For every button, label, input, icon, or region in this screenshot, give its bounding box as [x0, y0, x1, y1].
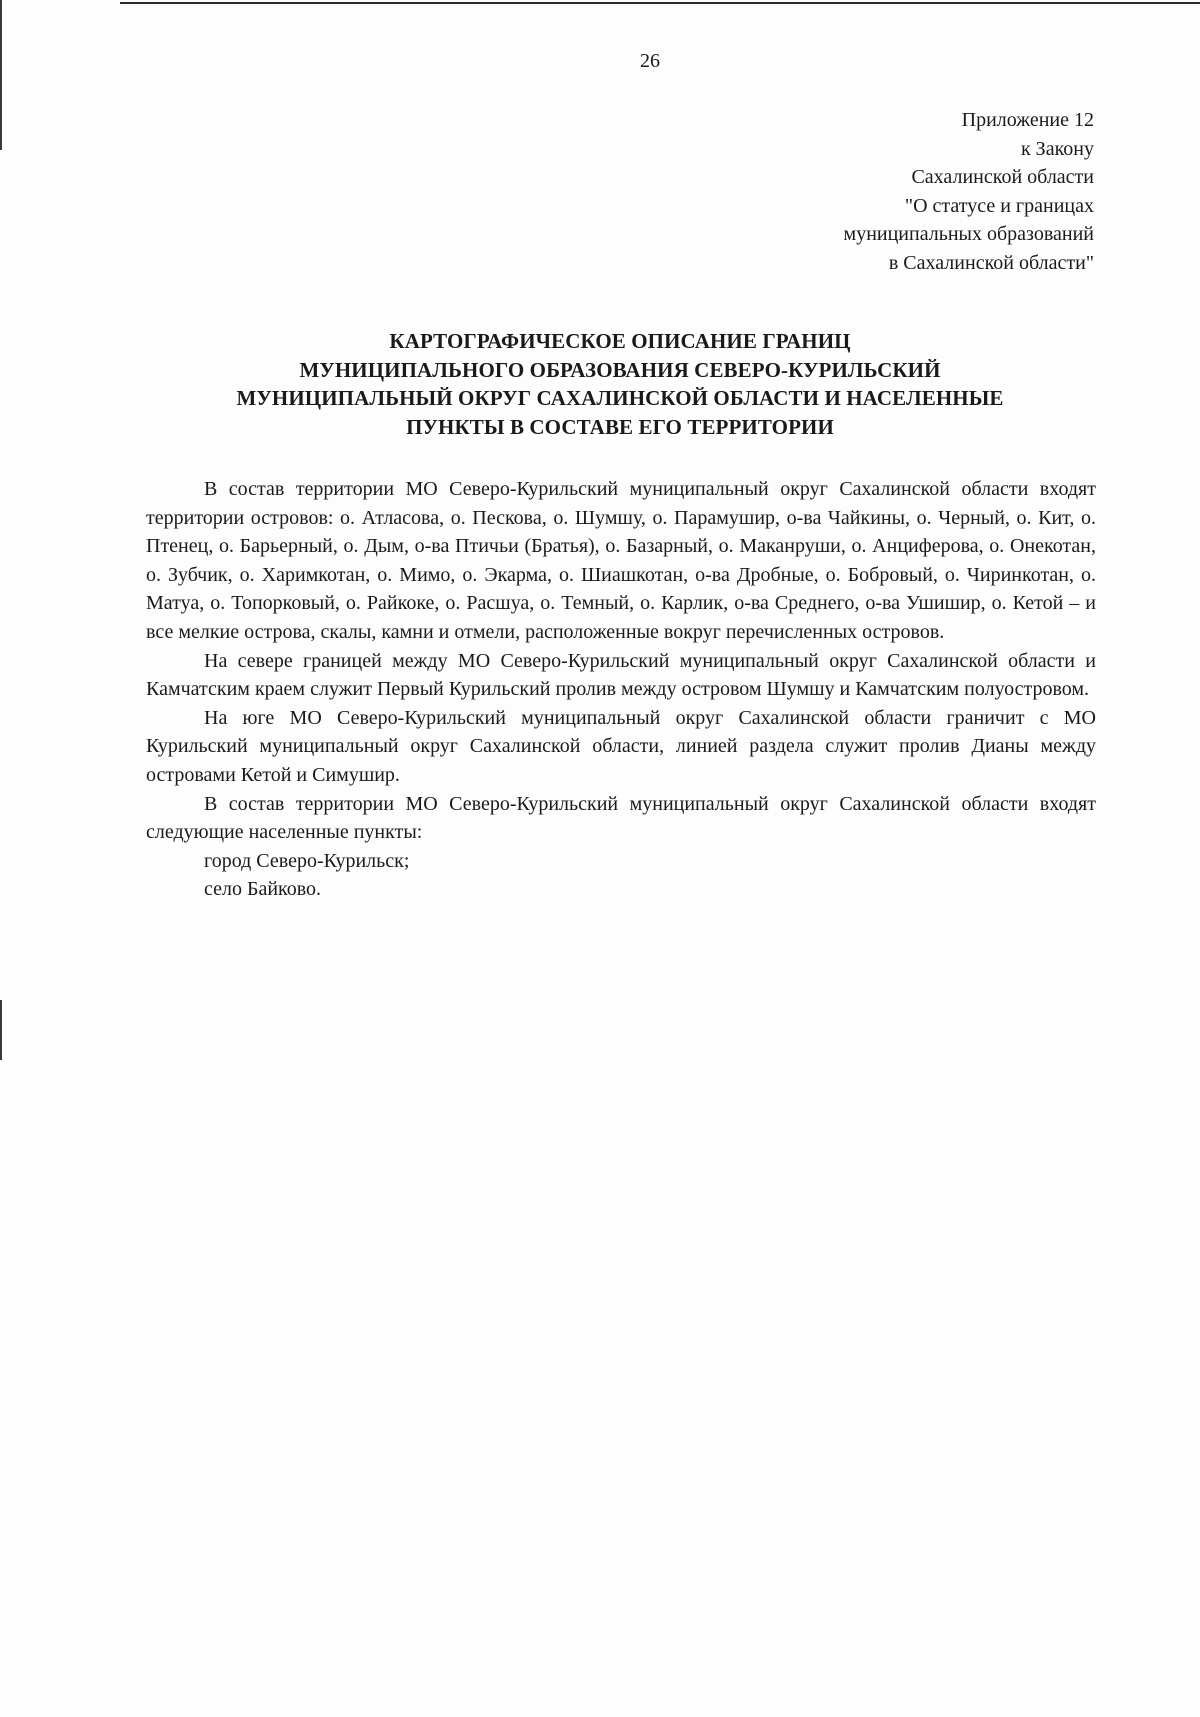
settlement-item: село Байково.: [204, 878, 322, 901]
appendix-line: "О статусе и границах: [904, 194, 1094, 217]
appendix-line: к Закону: [1020, 137, 1094, 160]
scan-edge-line: [120, 2, 1200, 4]
document-body: [146, 475, 1096, 904]
title-line: КАРТОГРАФИЧЕСКОЕ ОПИСАНИЕ ГРАНИЦ: [389, 329, 851, 353]
appendix-reference: [574, 106, 1094, 277]
scan-edge-line: [0, 0, 2, 150]
title-line: МУНИЦИПАЛЬНЫЙ ОКРУГ САХАЛИНСКОЙ ОБЛАСТИ И НАСЕЛЕННЫЕ: [236, 386, 1004, 410]
appendix-line: муниципальных образований: [843, 223, 1094, 245]
appendix-line: Сахалинской области: [911, 166, 1094, 188]
settlement-item: город Северо-Курильск;: [204, 849, 410, 872]
appendix-line: в Сахалинской области": [888, 251, 1094, 274]
paragraph-south-border: На юге МО Северо-Курильский муниципальный округ Сахалинской области граничит с МО Курильский муниципальный округ Сахалинской области, линией раздела служит пролив Дианы между островами Кетой и Симушир.: [146, 706, 1096, 786]
paragraph-north-border: На севере границей между МО Северо-Курильский муниципальный округ Сахалинской области и Камчатским краем служит Первый Курильский пролив между островом Шумшу и Камчатским полуостровом.: [146, 649, 1096, 701]
scan-edge-line: [0, 1000, 2, 1060]
title-line: ПУНКТЫ В СОСТАВЕ ЕГО ТЕРРИТОРИИ: [406, 414, 834, 439]
paragraph-territory: В состав территории МО Северо-Курильский муниципальный округ Сахалинской области входят территории островов: о. Атласова, о. Пескова, о. Шумшу, о. Парамушир, о-ва Чайкины, о. Черный, о. Кит, о. Птенец, о. Барьерный, о. Дым, о-ва Птичьи (Братья), о. Базарный, о. Маканруши, о. Анциферова, о. Онекотан, о. Зубчик, о. Харимкотан, о. Мимо, о. Экарма, о. Шиашкотан, о-ва Дробные, о. Бобровый, о. Чиринкотан, о. Матуа, о. Топорковый, о. Райкоке, о. Расшуа, о. Темный, о. Карлик, о-ва Среднего, о-ва Ушишир, о. Кетой – и все мелкие острова, скалы, камни и отмели, расположенные вокруг перечисленных островов.: [146, 478, 1096, 643]
paragraph-settlements-intro: В состав территории МО Северо-Курильский муниципальный округ Сахалинской области входят следующие населенные пункты:: [146, 792, 1096, 844]
document-title: [140, 327, 1100, 441]
appendix-line: Приложение 12: [961, 109, 1094, 131]
page-number: 26: [640, 50, 660, 72]
title-line: МУНИЦИПАЛЬНОГО ОБРАЗОВАНИЯ СЕВЕРО-КУРИЛЬСКИЙ: [299, 357, 941, 382]
